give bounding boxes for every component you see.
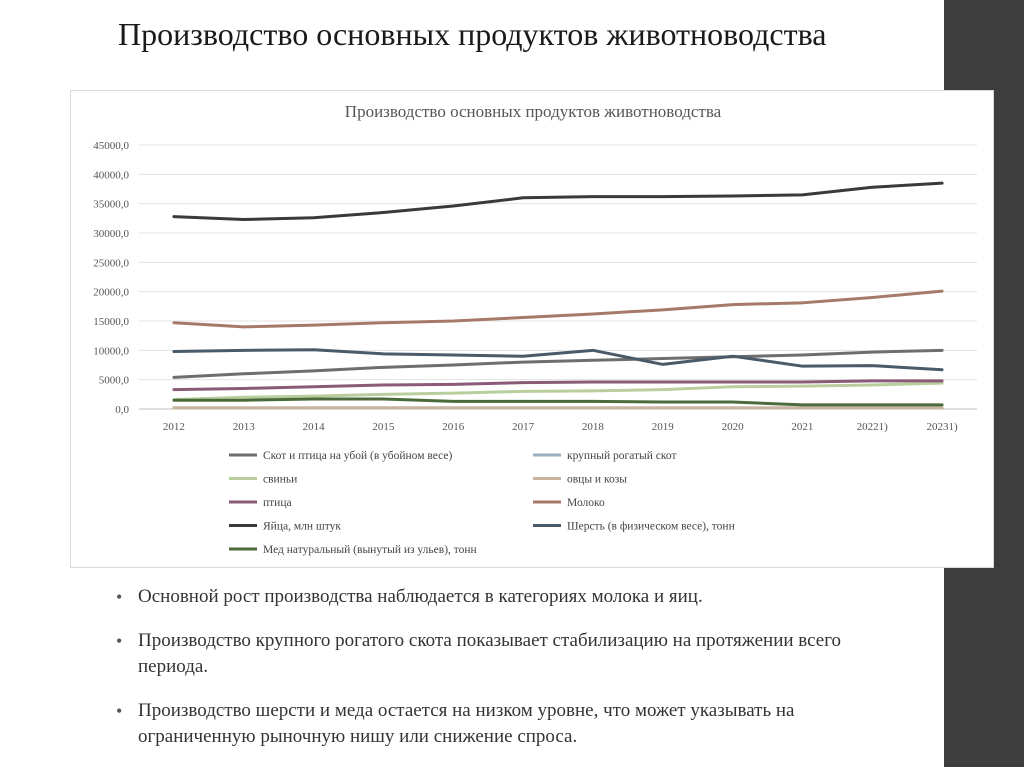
x-tick-label: 2021 (791, 421, 814, 433)
y-tick-label: 25000,0 (93, 257, 129, 270)
x-tick-label: 2012 (162, 421, 185, 433)
legend-label: Скот и птица на убой (в убойном весе) (263, 450, 453, 462)
bullet-item: • Производство шерсти и меда остается на низком уровне, что может указывать на ограниченную рыночную нишу или снижение спроса. (112, 698, 852, 750)
line-chart (71, 91, 995, 569)
x-tick-label: 2016 (442, 421, 465, 433)
legend (229, 450, 735, 556)
x-tick-label: 2018 (581, 421, 604, 433)
y-tick-label: 10000,0 (93, 345, 129, 358)
x-tick-label: 20221) (856, 421, 888, 433)
x-tick-label: 2020 (721, 421, 744, 433)
y-tick-label: 15000,0 (93, 316, 129, 328)
series-line-2 (174, 383, 942, 399)
x-tick-label: 2015 (372, 421, 395, 433)
y-tick-label: 0,0 (115, 404, 129, 416)
x-tick-label: 2014 (302, 421, 325, 433)
slide-title: Производство основных продуктов животноводства (118, 16, 827, 52)
legend-label: Яйца, млн штук (263, 520, 341, 533)
legend-label: птица (263, 497, 292, 509)
y-tick-label: 40000,0 (93, 169, 129, 182)
y-tick-label: 45000,0 (93, 140, 129, 152)
y-axis-ticks (93, 140, 129, 416)
chart-area (70, 90, 994, 568)
y-tick-label: 35000,0 (93, 198, 129, 211)
legend-label: Молоко (567, 497, 605, 509)
bullet-item: • Основной рост производства наблюдается в категориях молока и яиц. (112, 584, 852, 610)
x-tick-label: 20231) (926, 421, 958, 433)
x-axis-ticks (163, 421, 958, 433)
legend-label: крупный рогатый скот (567, 450, 677, 462)
series-line-6 (174, 183, 942, 219)
x-tick-label: 2019 (651, 421, 674, 433)
bullet-list (112, 584, 852, 768)
y-tick-label: 30000,0 (93, 228, 129, 240)
chart-title: Производство основных продуктов животноводства (344, 102, 722, 121)
legend-label: овцы и козы (567, 473, 627, 486)
legend-label: свиньи (263, 473, 298, 486)
x-tick-label: 2013 (232, 421, 255, 433)
legend-label: Шерсть (в физическом весе), тонн (567, 520, 735, 533)
series-lines (174, 183, 942, 408)
legend-label: Мед натуральный (вынутый из ульев), тонн (263, 544, 477, 556)
y-tick-label: 5000,0 (98, 374, 129, 387)
y-tick-label: 20000,0 (93, 286, 129, 299)
bullet-item: • Производство крупного рогатого скота показывает стабилизацию на протяжении всего периода. (112, 628, 852, 680)
x-tick-label: 2017 (512, 421, 535, 433)
series-line-8 (174, 399, 942, 405)
gridlines (139, 145, 977, 409)
